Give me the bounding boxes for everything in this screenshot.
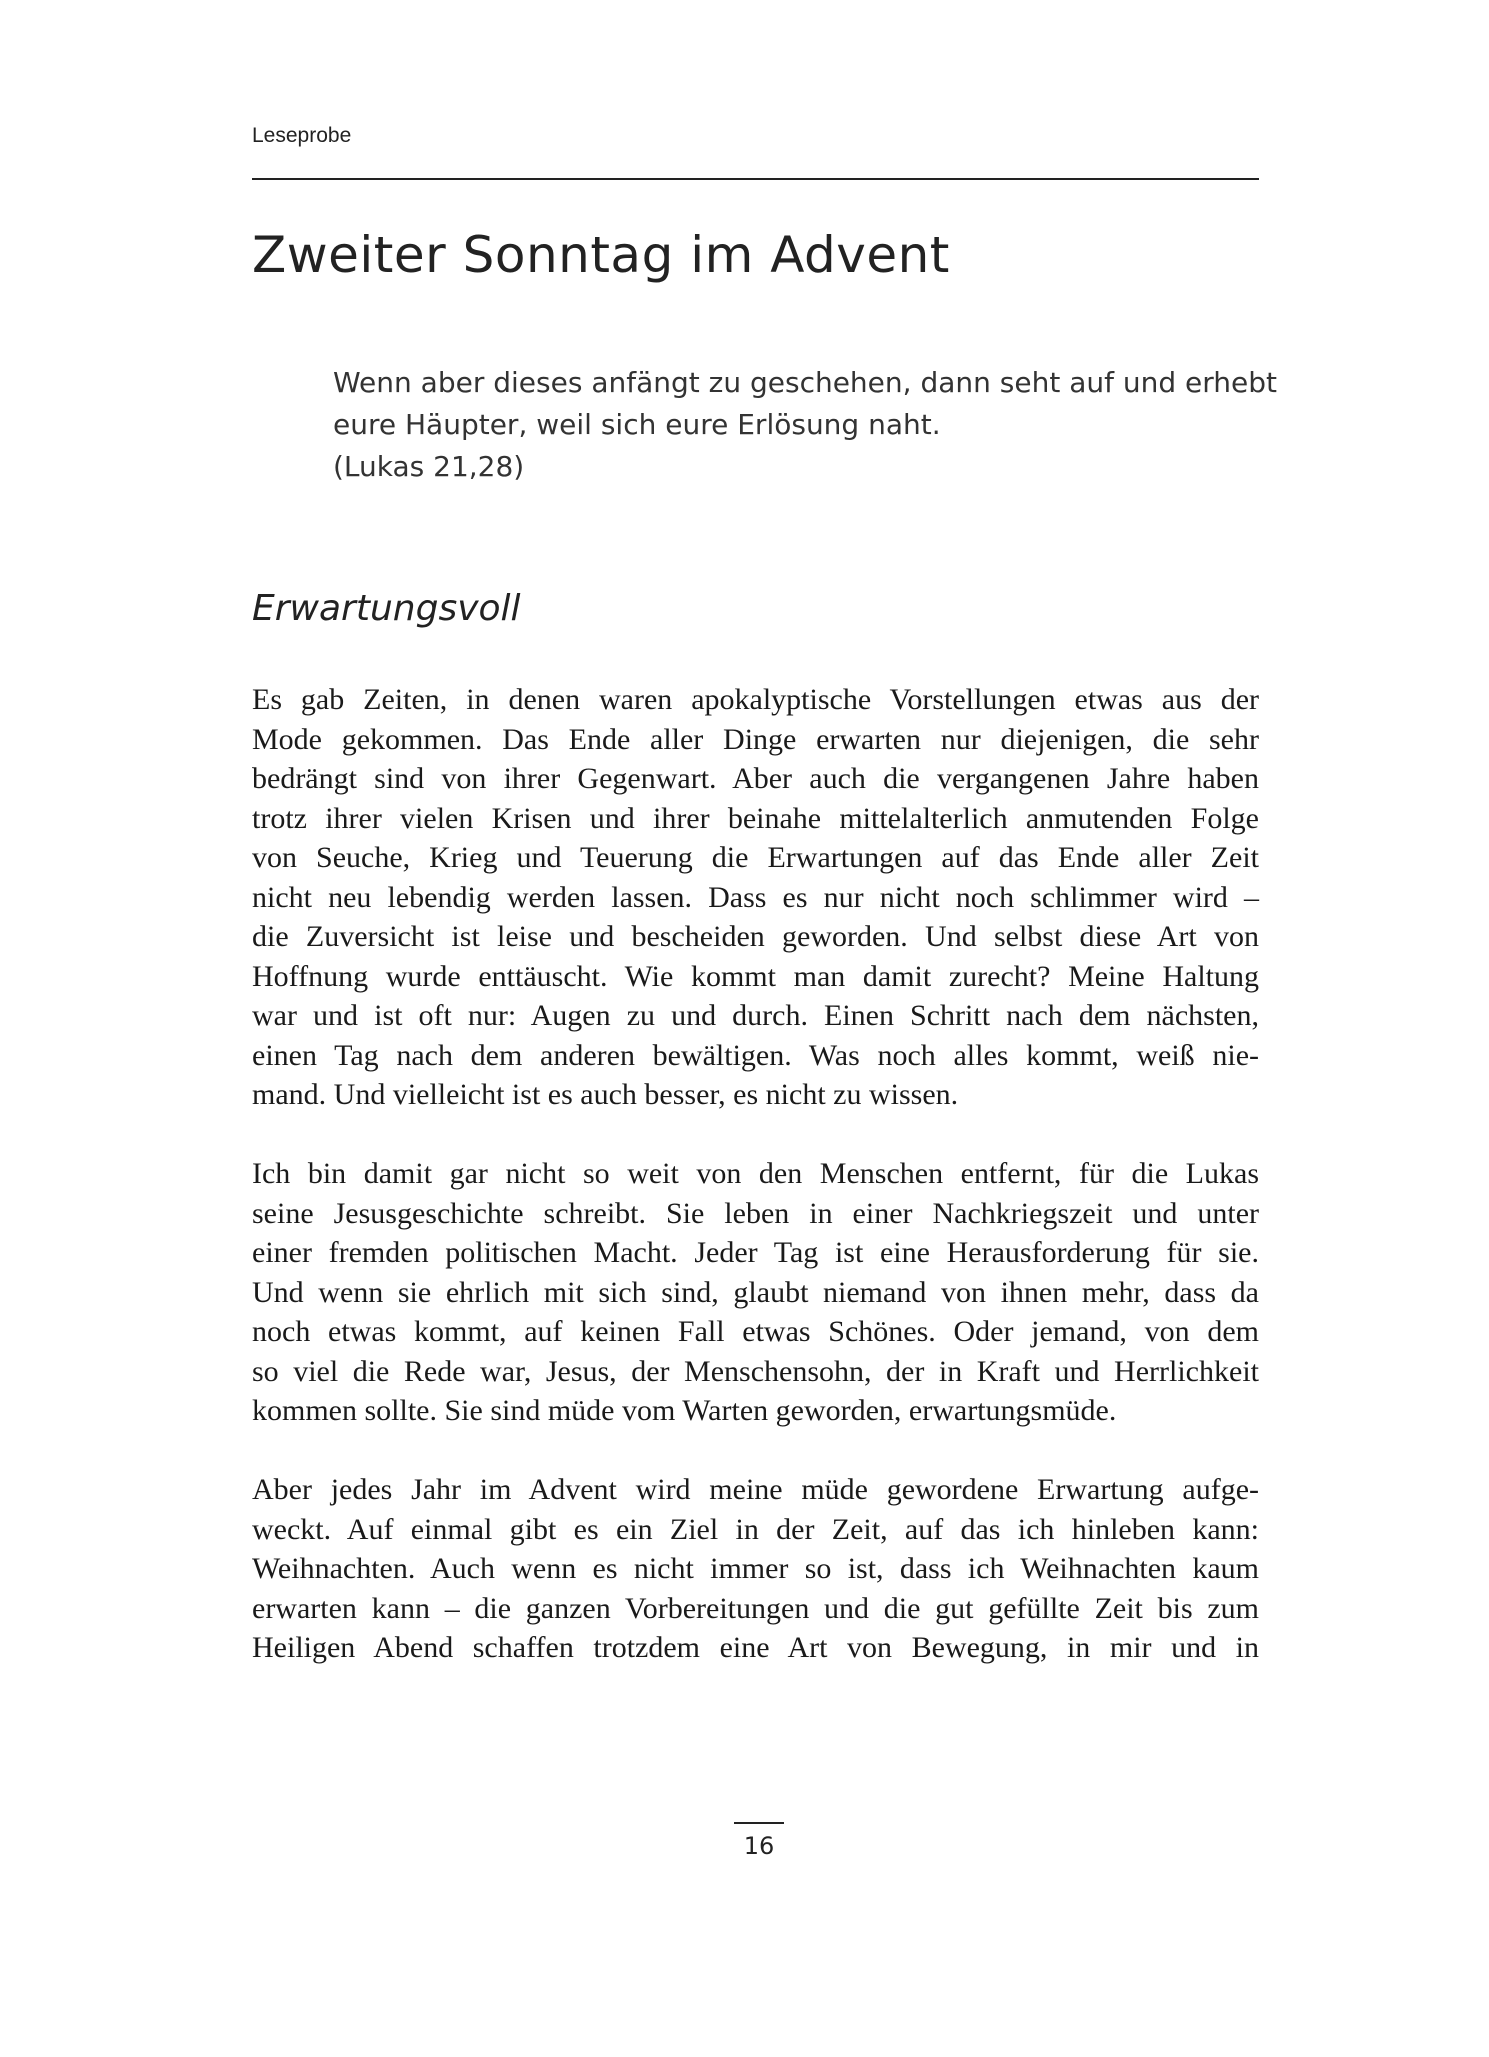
text-line: Hoffnung wurde enttäuscht. Wie kommt man damit zurecht? Meine Haltung bbox=[252, 959, 1259, 993]
running-head: Leseprobe bbox=[252, 124, 352, 147]
text-line: trotz ihrer vielen Krisen und ihrer beinahe mittelalterlich anmutenden Folge bbox=[252, 801, 1259, 835]
text-line: kommen sollte. Sie sind müde vom Warten geworden, erwartungsmüde. bbox=[252, 1394, 1117, 1427]
text-line: Aber jedes Jahr im Advent wird meine müde gewordene Erwartung aufge- bbox=[252, 1473, 1259, 1506]
text-line: erwarten kann – die ganzen Vorbereitungen und die gut gefüllte Zeit bis zum bbox=[252, 1591, 1259, 1625]
text-line: Es gab Zeiten, in denen waren apokalyptische Vorstellungen etwas aus der bbox=[252, 683, 1259, 716]
epigraph-line: Wenn aber dieses anfängt zu geschehen, dann seht auf und erhebt bbox=[333, 366, 1278, 399]
header-rule bbox=[252, 178, 1259, 180]
text-line: seine Jesusgeschichte schreibt. Sie leben in einer Nachkriegszeit und unter bbox=[252, 1196, 1259, 1230]
text-line: mand. Und vielleicht ist es auch besser, es nicht zu wissen. bbox=[252, 1078, 959, 1111]
text-line: einen Tag nach dem anderen bewältigen. Was noch alles kommt, weiß nie- bbox=[252, 1038, 1259, 1072]
text-line: noch etwas kommt, auf keinen Fall etwas Schönes. Oder jemand, von dem bbox=[252, 1315, 1259, 1348]
paragraph-3 bbox=[252, 1470, 1259, 1668]
text-line: weckt. Auf einmal gibt es ein Ziel in der Zeit, auf das ich hinleben kann: bbox=[252, 1512, 1259, 1546]
text-line: Mode gekommen. Das Ende aller Dinge erwarten nur diejenigen, die sehr bbox=[252, 722, 1259, 756]
text-line: so viel die Rede war, Jesus, der Menschensohn, der in Kraft und Herrlichkeit bbox=[252, 1354, 1259, 1388]
epigraph-quote bbox=[333, 362, 1278, 488]
chapter-title: Zweiter Sonntag im Advent bbox=[252, 226, 950, 284]
epigraph-citation: (Lukas 21,28) bbox=[333, 450, 525, 483]
epigraph-line: eure Häupter, weil sich eure Erlösung naht. bbox=[333, 408, 941, 441]
text-line: bedrängt sind von ihrer Gegenwart. Aber auch die vergangenen Jahre haben bbox=[252, 762, 1259, 795]
text-line: die Zuversicht ist leise und bescheiden geworden. Und selbst diese Art von bbox=[252, 920, 1259, 953]
text-line: Und wenn sie ehrlich mit sich sind, glaubt niemand von ihnen mehr, dass da bbox=[252, 1275, 1259, 1309]
folio-rule bbox=[734, 1822, 784, 1824]
text-line: Heiligen Abend schaffen trotzdem eine Art von Bewegung, in mir und in bbox=[252, 1631, 1259, 1664]
body-text bbox=[252, 680, 1259, 1707]
text-line: einer fremden politischen Macht. Jeder Tag ist eine Herausforderung für sie. bbox=[252, 1236, 1259, 1269]
paragraph-1 bbox=[252, 680, 1259, 1115]
text-line: war und ist oft nur: Augen zu und durch. Einen Schritt nach dem nächsten, bbox=[252, 999, 1259, 1032]
text-line: von Seuche, Krieg und Teuerung die Erwartungen auf das Ende aller Zeit bbox=[252, 841, 1259, 874]
page-number: 16 bbox=[743, 1832, 775, 1860]
text-line: nicht neu lebendig werden lassen. Dass es nur nicht noch schlimmer wird – bbox=[252, 880, 1259, 914]
paragraph-2 bbox=[252, 1154, 1259, 1431]
text-line: Weihnachten. Auch wenn es nicht immer so ist, dass ich Weihnachten kaum bbox=[252, 1552, 1259, 1585]
text-line: Ich bin damit gar nicht so weit von den Menschen entfernt, für die Lukas bbox=[252, 1157, 1259, 1190]
section-heading: Erwartungsvoll bbox=[252, 588, 521, 629]
